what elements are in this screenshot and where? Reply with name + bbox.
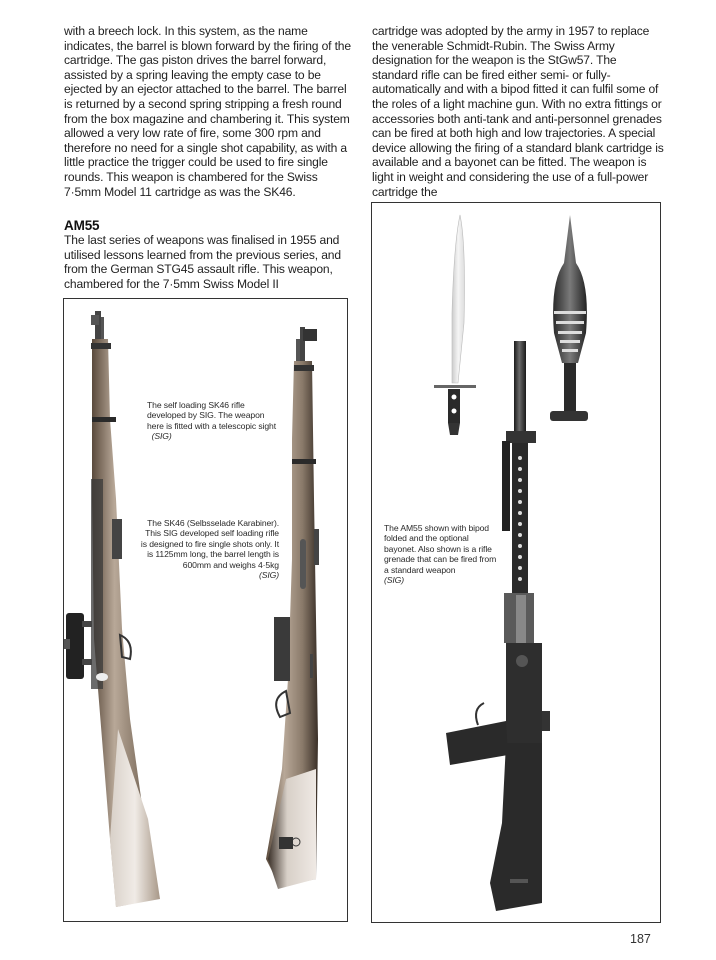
body-paragraph: cartridge was adopted by the army in 1957 to replace the venerable Schmidt-Rubin. The Swiss Army designation for the weapon is the StGw57. The standard rifle can be fired either semi- or fully-automatically and with a bipod fitted it can fulfil some of the roles of a light machine gun. With no extra fittings or accessories both anti-tank and anti-personnel grenades can be fired at both high and low trajectories. A special device allowing the firing of a standard blank cartridge is available and a bayonet can be fitted. The weapon is light in weight and considering the use of a full-power cartridge the	[372, 24, 664, 199]
body-paragraph: with a breech lock. In this system, as the name indicates, the barrel is blown forward by the firing of the cartridge. The gas piston drives the barrel forward, assisted by a spring leaving the empty case to be ejected by an ejector attached to the barrel. The barrel is returned by a second spring stripping a fresh round from the box magazine and chambering it. This system allowed a very low rate of fire, some 300 rpm and therefore no need for a single shot capability, as with a little practice the trigger could be used to fire single rounds. This weapon is chambered for the Swiss 7·5mm Model 11 cartridge as was the SK46.	[64, 24, 351, 199]
am55-rifle-image	[446, 341, 550, 911]
section-heading: AM55	[64, 218, 100, 233]
body-paragraph: The last series of weapons was finalised in 1955 and utilised lessons learned from the previous series, and from the German STG45 assault rifle. This weapon, chambered for the 7·5mm Swiss Model II	[64, 233, 341, 291]
page-number: 187	[630, 932, 651, 946]
figure-caption: The AM55 shown with bipod folded and the optional bayonet. Also shown is a rifle grenade that can be fired from a standard weapon (SIG)	[384, 523, 497, 586]
sk46-rifles-photo	[64, 299, 347, 921]
rifle-grenade-image	[550, 215, 588, 421]
photo-credit: (SIG)	[384, 575, 405, 586]
right-column-text	[372, 24, 664, 199]
figure-caption: The self loading SK46 rifle developed by SIG. The weapon here is fitted with a telescopic sight (SIG)	[147, 400, 276, 442]
am55-section	[64, 218, 354, 291]
left-column-text	[64, 24, 354, 199]
photo-credit: (SIG)	[258, 570, 279, 581]
figure-caption: The SK46 (Selbsselade Karabiner). This SIG developed self loading rifle is designed to fire single shots only. It is 1125mm long, the barrel length is 600mm and weighs 4·5kg (SIG)	[140, 518, 279, 581]
figure-am55	[371, 202, 661, 923]
figure-sk46	[63, 298, 348, 922]
bayonet-image	[434, 215, 476, 435]
photo-credit: (SIG)	[151, 431, 172, 442]
